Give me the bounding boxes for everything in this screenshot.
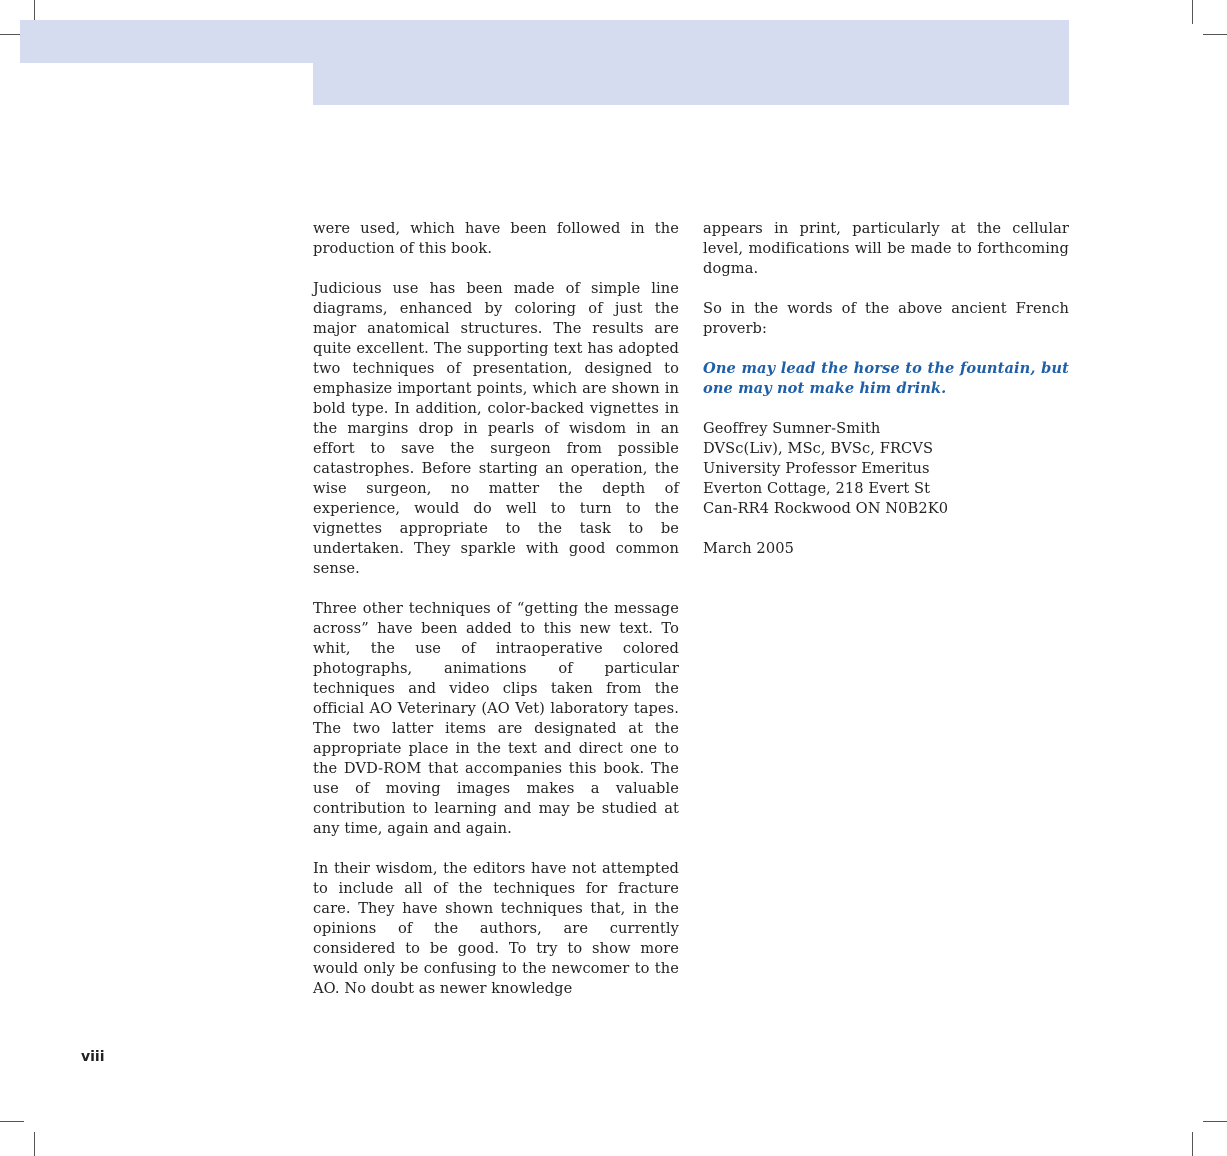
body-paragraph: Judicious use has been made of simple line diagrams, enhanced by coloring of just the major anatomical structures. The results are quite excellent. The supporting text has adopted two techniques of presentation, designed to emphasize important points, which are shown in bold type. In addition, color-backed vignettes in the margins drop in pearls of wisdom in an effort to save the surgeon from possible catastrophes. Before starting an operation, the wise surgeon, no matter the depth of experience, would do well to turn to the vignettes appropriate to the task to be undertaken. They sparkle with good common sense. [313,280,679,577]
author-address-line-2: Can-RR4 Rockwood ON N0B2K0 [703,500,949,517]
crop-mark-top-right-vertical [1192,0,1193,24]
crop-mark-bottom-right-vertical [1192,1132,1193,1156]
header-band-lower [313,62,1069,105]
proverb-quote: One may lead the horse to the fountain, but one may not make him drink. [703,360,1069,397]
body-paragraph: Three other techniques of “getting the message across” have been added to this new text. To whit, the use of intraoperative colored photographs, animations of particular techniques and video clips taken from the official AO Veterinary (AO Vet) laboratory tapes. The two latter items are designated at the appropriate place in the text and direct one to the DVD-ROM that accompanies this book. The use of moving images makes a valuable contribution to learning and may be studied at any time, again and again. [313,600,679,837]
body-paragraph: So in the words of the above ancient French proverb: [703,300,1069,337]
body-paragraph: appears in print, particularly at the cellular level, modifications will be made to forthcoming dogma. [703,220,1069,277]
crop-mark-bottom-right-horizontal [1203,1121,1227,1122]
author-signature-block [703,419,1069,519]
author-degrees: DVSc(Liv), MSc, BVSc, FRCVS [703,440,934,457]
crop-mark-bottom-left-vertical [34,1132,35,1156]
right-text-column [703,219,1069,579]
author-name: Geoffrey Sumner-Smith [703,420,881,437]
signature-date: March 2005 [703,540,794,557]
author-address-line-1: Everton Cottage, 218 Evert St [703,480,931,497]
page-number: viii [81,1049,105,1065]
crop-mark-bottom-left-horizontal [0,1121,24,1122]
left-text-column [313,219,679,1019]
author-title: University Professor Emeritus [703,460,930,477]
body-paragraph: In their wisdom, the editors have not attempted to include all of the techniques for fracture care. They have shown techniques that, in the opinions of the authors, are currently considered to be good. To try to show more would only be confusing to the newcomer to the AO. No doubt as newer knowledge [313,860,679,997]
crop-mark-top-right-horizontal [1203,34,1227,35]
header-band-upper [20,20,1069,63]
body-paragraph: were used, which have been followed in the production of this book. [313,220,679,257]
